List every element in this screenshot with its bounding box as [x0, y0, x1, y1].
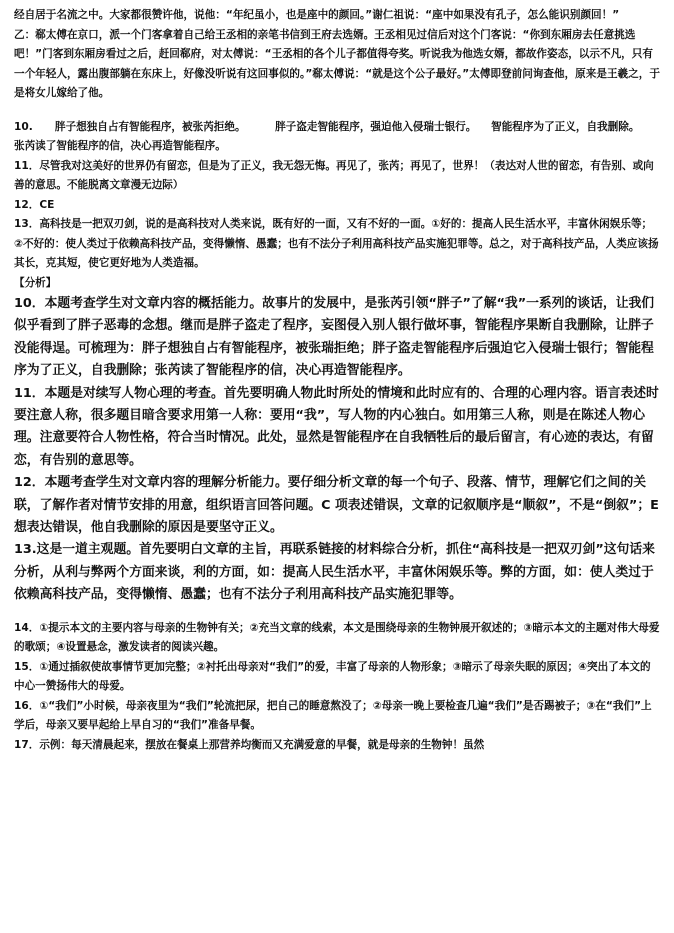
translation-passage: 经自居于名流之中。大家都很赞许他，说他：“年纪虽小，也是座中的颜回。”谢仁祖说：“座中如果没有孔子，怎么能识别颜回！” 乙：郗太傅在京口，派一个门客拿着自己给王丞相的亲笔书信到王府去选婿。王丞相见过信后对这个门客说：“你到东厢房去任意挑选吧！”门客到东厢房看过之后，赶回郗府，对太傅说：“王丞相的各个儿子都值得夸奖。听说我为他选女婿，都故作姿态，以示不凡，只有一个年轻人，露出腹部躺在东床上，好像没听说有这回事似的。”郗太傅说：“就是这个公子最好。”太傅即登前问询查他，原来是王羲之，于是将女儿嫁给了他。 — [14, 9, 660, 99]
analysis-10-13: 10．本题考查学生对文章内容的概括能力。故事片的发展中，是张芮引领“胖子”了解“我”一系列的谈话，让我们似乎看到了胖子恶毒的念想。继而是胖子盗走了程序，妄图侵入别人银行做坏事，智能程序果断自我删除，让胖子没能得逞。可梳理为：胖子想独自占有智能程序，被张瑞拒绝；胖子盗走智能程序后强迫它入侵瑞士银行；智能程序为了正义，自我删除；张芮读了智能程序的信，决心再造智能程序。 11．本题是对续写人物心理的考查。首先要明确人物此时所处的情境和此时应有的、合理的心理内容。语言表述时要注意人称，很多题目暗含要求用第一人称：要用“我”，写人物的内心独白。如用第三人称，则是在陈述人物心理。注意要符合人物性格，符合当时情况。此处，显然是智能程序在自我牺牲后的最后留言，有心迹的表达，有留恋，有告别的意思等。 12．本题考查学生对文章内容的理解分析能力。要仔细分析文章的每一个句子、段落、情节，理解它们之间的关联，了解作者对情节安排的用意，组织语言回答问题。C 项表述错误，文章的记叙顺序是“顺叙”，不是“倒叙”；E 想表达错误，他自我删除的原因是要坚守正义。 13.这是一道主观题。首先要明白文章的主旨，再联系链接的材料综合分析，抓住“高科技是一把双刃剑”这句话来分析，从利与弊两个方面来谈，利的方面，如：提高人民生活水平，丰富休闲娱乐等。弊的方面，如：使人类过于依赖高科技产品，变得懒惰、愚蠢；也有不法分子利用高科技产品实施犯罪等。 — [14, 296, 659, 603]
spacer — [14, 104, 660, 118]
answers-14-17: 14．①提示本文的主要内容与母亲的生物钟有关；②充当文章的线索，本文是围绕母亲的生物钟展开叙述的；③暗示本文的主题对伟大母爱的歌颂；④设置悬念，激发读者的阅读兴趣。 15．①通过插叙使故事情节更加完整；②衬托出母亲对“我们”的爱，丰富了母亲的人物形象；③暗示了母亲失眠的原因；④突出了本文的中心一赞扬伟大的母爱。 16．①“我们”小时候，母亲夜里为“我们”轮流把尿，把自己的睡意熬没了；②母亲一晚上要检查几遍“我们”是否踢被子；③在“我们”上学后，母亲又要早起给上早自习的“我们”准备早餐。 17．示例：每天清晨起来，摆放在餐桌上那营养均衡而又充满爱意的早餐，就是母亲的生物钟！虽然 — [14, 621, 660, 751]
answers-10-13: 10. 胖子想独自占有智能程序，被张芮拒绝。 胖子盗走智能程序，强迫他入侵瑞士银行。 智能程序为了正义，自我删除。 张芮读了智能程序的信，决心再造智能程序。 11．尽管我对这美好的世界仍有留恋，但是为了正义，我无怨无悔。再见了，张芮；再见了，世界！（表达对人世的留恋，有告别、或向善的意思。不能脱离文章漫无边际） 12．CE 13．高科技是一把双刃剑，说的是高科技对人类来说，既有好的一面，又有不好的一面。①好的：提高人民生活水平，丰富休闲娱乐等；②不好的：使人类过于依赖高科技产品，变得懒惰、愚蠢；也有不法分子利用高科技产品实施犯罪等。总之，对于高科技产品，人类应该扬其长，克其短，使它更好地为人类造福。 【分析】 — [14, 120, 659, 289]
spacer — [14, 607, 660, 619]
